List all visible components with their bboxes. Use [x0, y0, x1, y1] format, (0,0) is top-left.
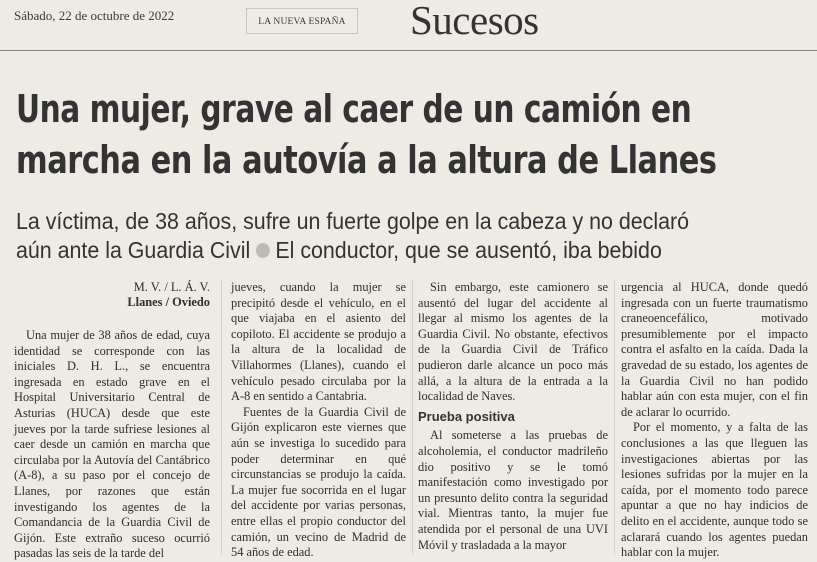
body-paragraph: jueves, cuando la mujer se precipitó desde el vehículo, en el que viajaba en el asiento del copiloto. El accidente se produjo a la altura de la localidad de Villahormes (Llanes), cuando el vehículo pesado circulaba por la A-8 en sentido a Cantabria.	[231, 280, 406, 404]
headline-line-1: Una mujer, grave al caer de un camión en	[16, 87, 692, 131]
header-divider	[0, 50, 817, 51]
bullet-separator-icon	[256, 243, 270, 258]
column-divider	[614, 280, 615, 555]
subhead-part-a: aún ante la Guardia Civil	[16, 237, 251, 263]
body-paragraph: Una mujer de 38 años de edad, cuya identidad se corresponde con las iniciales D. H. L., se encuentra ingresada en estado grave en el Hospital Universitario Central de Asturias (HUCA) desde que este jueves por la tarde sufriese lesiones al caer desde un camión en marcha que circulaba por la Autovía del Cantábrico (A-8), a su paso por el concejo de Llanes, por razones que están investigando los agentes de la Comandancia de la Guardia Civil de Gijón. Este extraño suceso ocurrió pasadas las seis de la tarde del	[14, 328, 210, 561]
body-paragraph: Al someterse a las pruebas de alcoholemia, el conductor madrileño dio positivo y se le tomó manifestación como investigado por un presunto delito contra la seguridad vial. Mientras tanto, la mujer fue atendida por el personal de una UVI Móvil y trasladada a la mayor	[418, 428, 608, 552]
article-column-4	[621, 280, 808, 561]
page-date: Sábado, 22 de octubre de 2022	[14, 8, 175, 23]
article-column-3	[418, 280, 608, 553]
article-byline	[14, 280, 210, 310]
article-subheadline	[16, 207, 816, 265]
byline-authors: M. V. / L. Á. V.	[133, 280, 210, 294]
subhead-part-b: El conductor, que se ausentó, iba bebido	[275, 237, 662, 263]
article-column-2	[231, 280, 406, 561]
article-column-1	[14, 280, 210, 562]
article-crosshead: Prueba positiva	[418, 408, 515, 424]
body-paragraph: urgencia al HUCA, donde quedó ingresada con un fuerte traumatismo craneoencefálico, motivado presumiblemente por el impacto contra el asfalto en la caída. Dada la gravedad de su estado, los agentes de la Guardia Civil no han podido hablar aún con esta mujer, con el fin de aclarar lo ocurrido.	[621, 280, 808, 419]
body-paragraph: Fuentes de la Guardia Civil de Gijón explicaron este viernes que aún se investiga lo sucedido para poder determinar en qué circunstancias se produjo la caída. La mujer fue socorrida en el lugar del accidente por varias personas, entre ellas el propio conductor del camión, un vecino de Madrid de 54 años de edad.	[231, 404, 406, 560]
headline-line-2: marcha en la autovía a la altura de Llanes	[16, 138, 717, 182]
newspaper-masthead: LA NUEVA ESPAÑA	[246, 8, 358, 34]
body-paragraph: Por el momento, y a falta de las conclusiones a las que lleguen las investigaciones abiertas por las lesiones sufridas por la mujer en la caída, por el momento todo parece apuntar a que no hay indicios de delito en el accidente, aunque todo se aclarará cuando los agentes puedan hablar con la mujer.	[621, 420, 808, 560]
section-title: Sucesos	[410, 0, 539, 43]
column-divider	[221, 280, 222, 555]
column-divider	[412, 280, 413, 555]
subhead-line-1: La víctima, de 38 años, sufre un fuerte golpe en la cabeza y no declaró	[16, 208, 690, 234]
body-paragraph: Sin embargo, este camionero se ausentó del lugar del accidente al llegar al mismo los agentes de la Guardia Civil. No obstante, efectivos de la Guardia Civil de Tráfico pudieron darle alcance un poco más allá, a la altura de la entrada a la localidad de Naves.	[418, 280, 608, 404]
subhead-line-2	[16, 236, 760, 265]
byline-locations: Llanes / Oviedo	[127, 295, 210, 309]
article-headline	[16, 84, 816, 186]
